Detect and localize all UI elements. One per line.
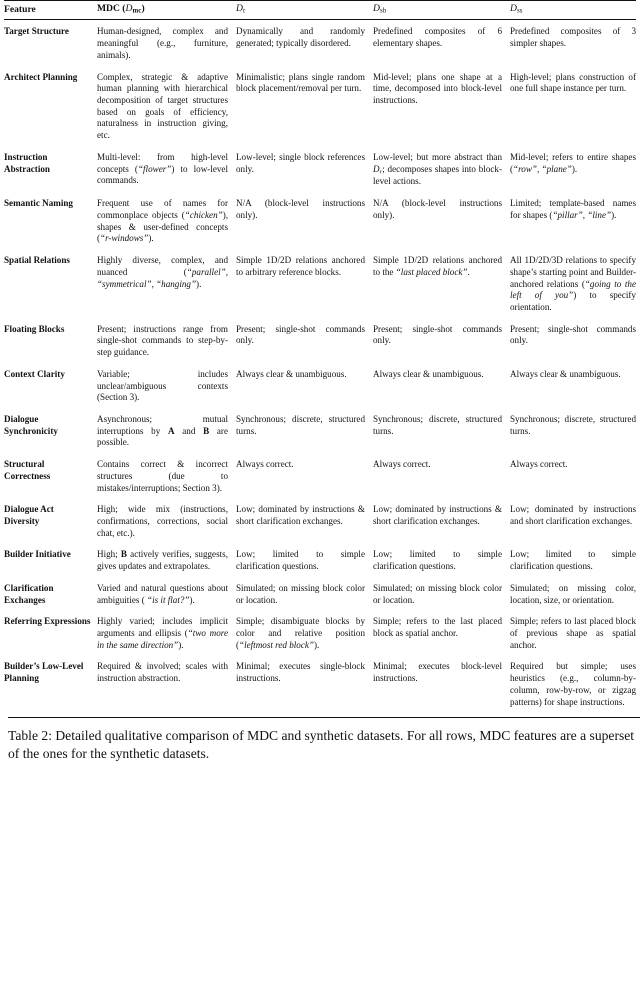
table-cell-dsb: Always correct. <box>373 459 431 470</box>
table-cell-dr: Low-level; single block references only. <box>236 151 365 174</box>
table-cell-mdc: Human-designed, complex and meaningful (e.g., furniture, animals). <box>97 26 228 60</box>
table-cell-dsb: Always clear & unambiguous. <box>373 368 484 379</box>
table-row <box>4 544 636 577</box>
table-cell-dss: Predefined composites of 3 simpler shapes. <box>510 26 636 49</box>
table-cell-dr: Low; dominated by instructions & short clarification exchanges. <box>236 504 365 527</box>
table-cell-dss: Synchronous; discrete, structured turns. <box>510 413 636 436</box>
table-header-row <box>4 1 636 20</box>
dsb-symbol: D <box>373 3 380 14</box>
table-row <box>4 250 636 319</box>
dss-subscript: ss <box>516 7 523 15</box>
row-feature-label: Builder’s Low-Level Planning <box>4 661 84 684</box>
table-cell-mdc: Present; instructions range from single-shot commands to step-by-step guidance. <box>97 323 228 358</box>
table-caption: Table 2: Detailed qualitative comparison of MDC and synthetic datasets. For all rows, MDC features are a superset of the ones for the synthetic datasets. <box>8 728 635 762</box>
row-feature-label: Architect Planning <box>4 71 78 82</box>
table-row <box>4 578 636 611</box>
mdc-subscript: mc <box>132 7 142 15</box>
table-row <box>4 611 636 656</box>
row-feature-label: Context Clarity <box>4 368 65 379</box>
table-cell-mdc: High; B actively verifies, suggests, gives updates and extrapolates. <box>97 549 228 572</box>
column-header-mdc <box>97 1 236 20</box>
table-cell-dsb: Simulated; on missing block color or location. <box>373 582 502 605</box>
column-header-dss <box>510 1 636 20</box>
row-feature-label: Referring Expressions <box>4 616 91 627</box>
table-row <box>4 193 636 250</box>
table-cell-dss: Present; single-shot commands only. <box>510 323 636 346</box>
row-feature-label: Structural Correctness <box>4 459 51 481</box>
table-cell-dsb: Low; limited to simple clarification questions. <box>373 549 502 572</box>
row-feature-label: Floating Blocks <box>4 323 65 334</box>
table-cell-dsb: Low-level; but more abstract than $D_r$; decomposes shapes into block-level actions. <box>373 151 502 187</box>
table-row <box>4 409 636 454</box>
column-header-dr <box>236 1 373 20</box>
column-header-feature: Feature <box>4 1 97 20</box>
table-cell-dsb: Low; dominated by instructions & short clarification exchanges. <box>373 504 502 527</box>
row-feature-label: Builder Initiative <box>4 549 71 560</box>
table-cell-dr: Present; single-shot commands only. <box>236 323 365 346</box>
table-row <box>4 147 636 193</box>
table-cell-dr: Always correct. <box>236 459 294 470</box>
table-cell-dss: Mid-level; refers to entire shapes (“row”, “plane”). <box>510 151 636 174</box>
row-feature-label: Target Structure <box>4 26 69 37</box>
table-cell-dr: Simple 1D/2D relations anchored to arbitrary reference blocks. <box>236 255 365 277</box>
table-cell-mdc: Asynchronous; mutual interruptions by A and B are possible. <box>97 413 228 448</box>
table-cell-dr: Minimal; executes single-block instructions. <box>236 661 365 684</box>
table-cell-dsb: N/A (block-level instructions only). <box>373 198 502 220</box>
table-cell-dss: Low; dominated by instructions and short clarification exchanges. <box>510 504 636 527</box>
table-cell-dss: Low; limited to simple clarification questions. <box>510 549 636 572</box>
table-cell-mdc: High; wide mix (instructions, confirmations, corrections, social chat, etc.). <box>97 504 228 538</box>
table-cell-dr: Synchronous; discrete, structured turns. <box>236 413 365 436</box>
table-cell-mdc: Contains correct & incorrect structures (due to mistakes/interruptions; Section 3). <box>97 459 228 493</box>
table-cell-dsb: Mid-level; plans one shape at a time, decomposed into block-level instructions. <box>373 71 502 106</box>
table-header <box>4 1 636 20</box>
table-row <box>4 67 636 147</box>
table-row <box>4 454 636 499</box>
table-row <box>4 319 636 364</box>
table-bottom-rule <box>8 717 640 718</box>
row-feature-label: Dialogue Act Diversity <box>4 504 54 527</box>
mdc-label-suffix: ) <box>141 3 145 14</box>
dr-symbol: D <box>236 3 243 14</box>
table-cell-dsb: Minimal; executes block-level instructions. <box>373 661 502 684</box>
row-feature-label: Clarification Exchanges <box>4 582 54 605</box>
table-cell-dr: N/A (block-level instructions only). <box>236 198 365 220</box>
table-cell-dr: Minimalistic; plans single random block placement/removal per turn. <box>236 71 365 94</box>
row-feature-label: Semantic Naming <box>4 198 73 209</box>
table-cell-dss: All 1D/2D/3D relations to specify shape’s starting point and Builder-anchored relations (“going to the left of you”) to specify orientation. <box>510 255 636 312</box>
table-cell-mdc: Highly varied; includes implicit arguments and ellipsis (“two more in the same direction”). <box>97 616 228 650</box>
table-cell-dsb: Predefined composites of 6 elementary shapes. <box>373 26 502 49</box>
table-cell-dsb: Simple 1D/2D relations anchored to the “last placed block”. <box>373 255 502 277</box>
row-feature-label: Spatial Relations <box>4 255 70 266</box>
table-cell-dsb: Present; single-shot commands only. <box>373 323 502 346</box>
table-row <box>4 20 636 67</box>
table-cell-dr: Dynamically and randomly generated; typically disordered. <box>236 26 365 49</box>
table-cell-dss: High-level; plans construction of one full shape instance per turn. <box>510 71 636 94</box>
table-cell-dss: Simulated; on missing color, location, size, or orientation. <box>510 582 636 605</box>
row-feature-label: Instruction Abstraction <box>4 151 50 174</box>
table-cell-dr: Always clear & unambiguous. <box>236 368 347 379</box>
table-cell-dsb: Synchronous; discrete, structured turns. <box>373 413 502 436</box>
column-header-dsb <box>373 1 510 20</box>
table-cell-dr: Simple; disambiguate blocks by color and relative position (“leftmost red block”). <box>236 616 365 650</box>
table-cell-dr: Low; limited to simple clarification questions. <box>236 549 365 572</box>
mdc-label-prefix: MDC ( <box>97 3 126 14</box>
table-body <box>4 20 636 713</box>
table-cell-mdc: Complex, strategic & adaptive human planning with hierarchical decomposition of target structures based on goals of efficiency, naturalness in instruction giving, etc. <box>97 71 228 141</box>
table-row <box>4 499 636 544</box>
table-row <box>4 656 636 713</box>
table-cell-dsb: Simple; refers to the last placed block as spatial anchor. <box>373 616 502 639</box>
table-cell-mdc: Highly diverse, complex, and nuanced (“parallel”, “symmetrical”, “hanging”). <box>97 255 228 289</box>
table-cell-mdc: Frequent use of names for commonplace objects (“chicken”), shapes & user-defined concepts (“r-windows”). <box>97 198 228 244</box>
table-cell-dss: Always clear & unambiguous. <box>510 368 621 379</box>
dr-subscript: r <box>242 7 246 15</box>
table-cell-dss: Always correct. <box>510 459 568 470</box>
table-cell-dss: Simple; refers to last placed block of previous shape as spatial anchor. <box>510 616 636 650</box>
table-cell-mdc: Variable; includes unclear/ambiguous contexts (Section 3). <box>97 368 228 403</box>
table-cell-dss: Required but simple; uses heuristics (e.g., column-by-column, row-by-row, or zigzag patterns) for shape instructions. <box>510 661 636 707</box>
table-cell-dr: Simulated; on missing block color or location. <box>236 582 365 605</box>
row-feature-label: Dialogue Synchronicity <box>4 413 58 436</box>
mdc-symbol: D <box>125 3 133 14</box>
table-cell-mdc: Varied and natural questions about ambiguities ( “is it flat?”). <box>97 582 228 605</box>
dss-symbol: D <box>510 3 517 14</box>
table-cell-mdc: Required & involved; scales with instruction abstraction. <box>97 661 228 684</box>
table-cell-mdc: Multi-level: from high-level concepts (“flower”) to low-level commands. <box>97 151 228 186</box>
dsb-subscript: sb <box>379 7 387 15</box>
qualitative-comparison-table <box>4 0 636 713</box>
table-row <box>4 364 636 409</box>
table-cell-dss: Limited; template-based names for shapes (“pillar”, “line”). <box>510 198 636 220</box>
